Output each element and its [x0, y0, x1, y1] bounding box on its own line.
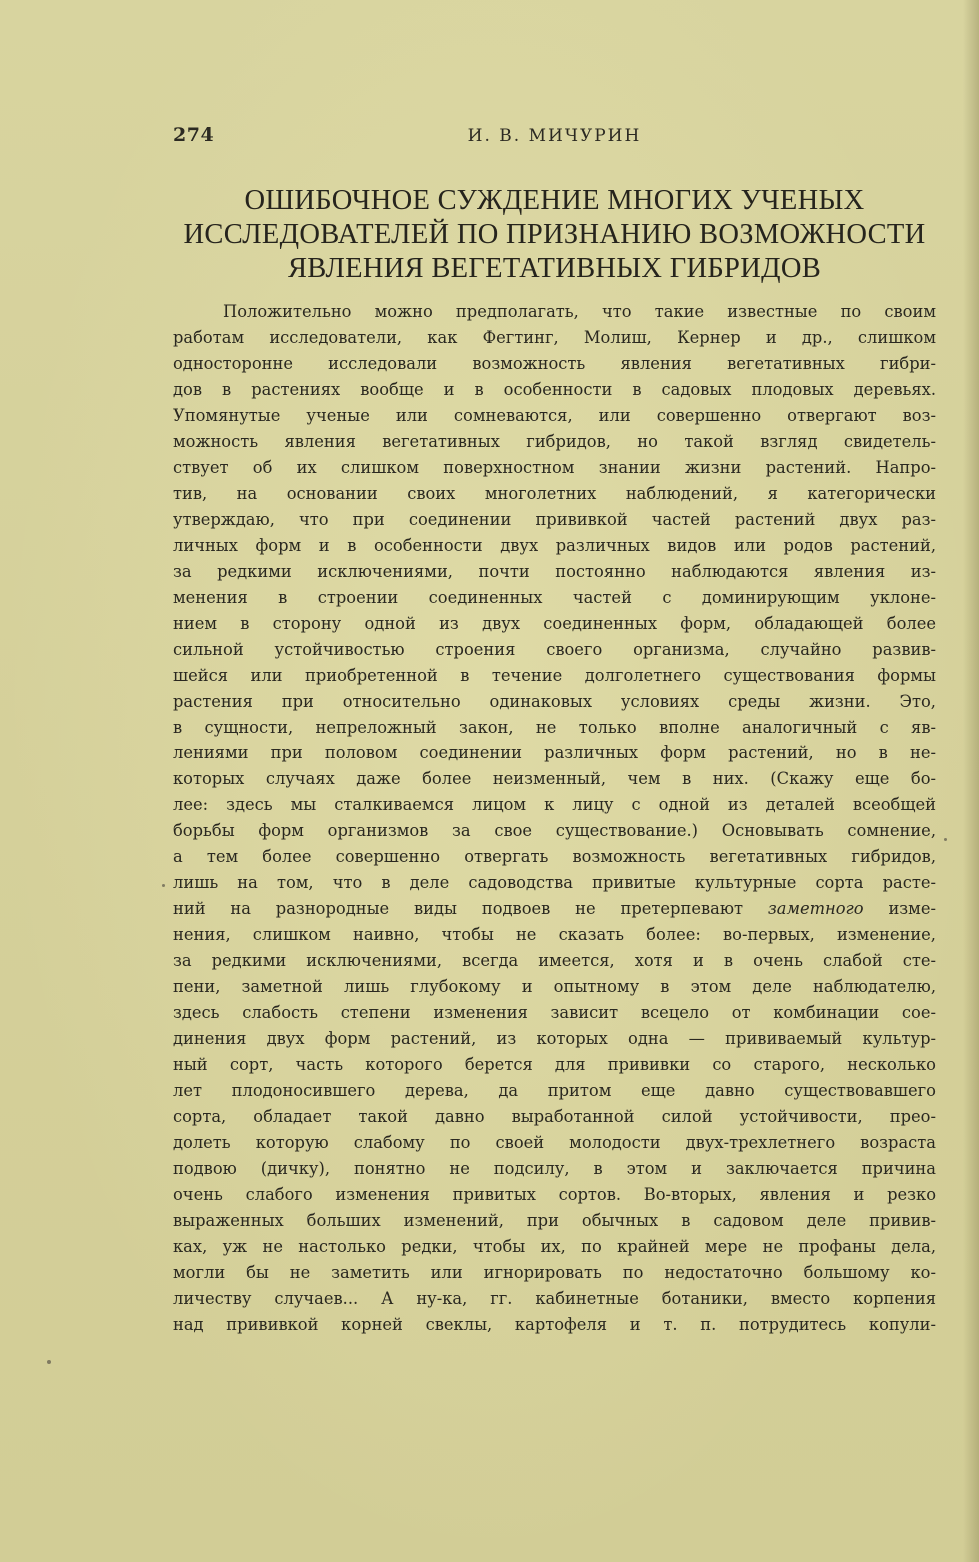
- text-line: нения, слишком наивно, чтобы не сказать более: во-первых, изменение,: [173, 925, 936, 945]
- page-number: 274: [173, 124, 215, 146]
- paper-speck: [47, 1360, 51, 1364]
- paper-speck: [944, 838, 947, 841]
- text-line: здесь слабость степени изменения зависит всецело от комбинации сое-: [173, 1003, 936, 1023]
- text-line: подвою (дичку), понятно не подсилу, в этом и заключается причина: [173, 1158, 936, 1178]
- text-line: работам исследователи, как Фегтинг, Молиш, Кернер и др., слишком: [173, 327, 936, 347]
- text-line: односторонне исследовали возможность явления вегетативных гибри-: [173, 353, 936, 373]
- text-line: динения двух форм растений, из которых одна — прививаемый культур-: [173, 1029, 936, 1049]
- text-line: Положительно можно предполагать, что такие известные по своим: [223, 302, 936, 321]
- text-line: лет плодоносившего дерева, да притом еще давно существовавшего: [173, 1081, 936, 1101]
- text-line: за редкими исключениями, почти постоянно наблюдаются явления из-: [173, 561, 936, 581]
- text-line: можность явления вегетативных гибридов, но такой взгляд свидетель-: [173, 431, 936, 451]
- text-line: за редкими исключениями, всегда имеется, хотя и в очень слабой сте-: [173, 951, 936, 971]
- text-line: могли бы не заметить или игнорировать по недостаточно большому ко-: [173, 1262, 936, 1282]
- italic-emphasis: заметного: [767, 899, 864, 919]
- text-line: над прививкой корней свеклы, картофеля и т. п. потрудитесь копули-: [173, 1314, 936, 1334]
- text-line: в сущности, непреложный закон, не только вполне аналогичный с яв-: [173, 717, 936, 737]
- text-line: долеть которую слабому по своей молодости двух-трехлетнего возраста: [173, 1133, 936, 1152]
- text-segment: изме-: [888, 899, 936, 919]
- text-line: личеству случаев... А ну-ка, гг. кабинетные ботаники, вместо корпения: [173, 1288, 936, 1308]
- title-line: ИССЛЕДОВАТЕЛЕЙ ПО ПРИЗНАНИЮ ВОЗМОЖНОСТИ: [183, 219, 926, 250]
- text-line: утверждаю, что при соединении прививкой частей растений двух раз-: [173, 509, 936, 529]
- text-line: менения в строении соединенных частей с доминирующим уклоне-: [173, 587, 936, 607]
- article-title: [173, 184, 936, 286]
- text-line: выраженных больших изменений, при обычных в садовом деле привив-: [173, 1210, 936, 1230]
- body-text: [173, 299, 936, 1338]
- text-line: лишь на том, что в деле садоводства привитые культурные сорта расте-: [173, 873, 936, 893]
- text-line: которых случаях даже более неизменный, чем в них. (Скажу еще бо-: [173, 769, 936, 789]
- title-line: ОШИБОЧНОЕ СУЖДЕНИЕ МНОГИХ УЧЕНЫХ: [244, 185, 865, 216]
- text-line: шейся или приобретенной в течение долголетнего существования формы: [173, 665, 936, 685]
- text-line: а тем более совершенно отвергать возможность вегетативных гибридов,: [173, 847, 936, 867]
- page-edge-shadow: [963, 0, 979, 1562]
- text-line: сорта, обладает такой давно выработанной силой устойчивости, прео-: [173, 1107, 936, 1127]
- text-line: Упомянутые ученые или сомневаются, или совершенно отвергают воз-: [173, 405, 936, 425]
- text-line: сильной устойчивостью строения своего организма, случайно развив-: [173, 639, 936, 659]
- text-segment: ний на разнородные виды подвоев не претерпевают: [173, 899, 744, 919]
- paper-speck: [162, 884, 165, 887]
- page-header: [173, 124, 936, 150]
- text-line: нием в сторону одной из двух соединенных форм, обладающей более: [173, 613, 936, 633]
- text-line: ный сорт, часть которого берется для прививки со старого, несколько: [173, 1055, 936, 1075]
- text-line: борьбы форм организмов за свое существование.) Основывать сомнение,: [173, 821, 936, 841]
- running-head: И. В. МИЧУРИН: [467, 126, 642, 146]
- text-line: ках, уж не настолько редки, чтобы их, по крайней мере не профаны дела,: [173, 1236, 936, 1256]
- title-line: ЯВЛЕНИЯ ВЕГЕТАТИВНЫХ ГИБРИДОВ: [287, 253, 822, 284]
- text-line: личных форм и в особенности двух различных видов или родов растений,: [173, 535, 936, 555]
- text-line: растения при относительно одинаковых условиях среды жизни. Это,: [173, 691, 936, 711]
- text-line: очень слабого изменения привитых сортов. Во-вторых, явления и резко: [173, 1184, 936, 1204]
- text-line: тив, на основании своих многолетних наблюдений, я категорически: [173, 483, 936, 503]
- text-line: лениями при половом соединении различных форм растений, но в не-: [173, 743, 936, 763]
- text-line: ствует об их слишком поверхностном знании жизни растений. Напро-: [173, 457, 936, 477]
- text-line: лее: здесь мы сталкиваемся лицом к лицу с одной из деталей всеобщей: [173, 795, 936, 815]
- text-line-with-italic: [173, 896, 936, 922]
- text-line: дов в растениях вообще и в особенности в садовых плодовых деревьях.: [173, 379, 936, 399]
- text-line: пени, заметной лишь глубокому и опытному в этом деле наблюдателю,: [173, 977, 936, 997]
